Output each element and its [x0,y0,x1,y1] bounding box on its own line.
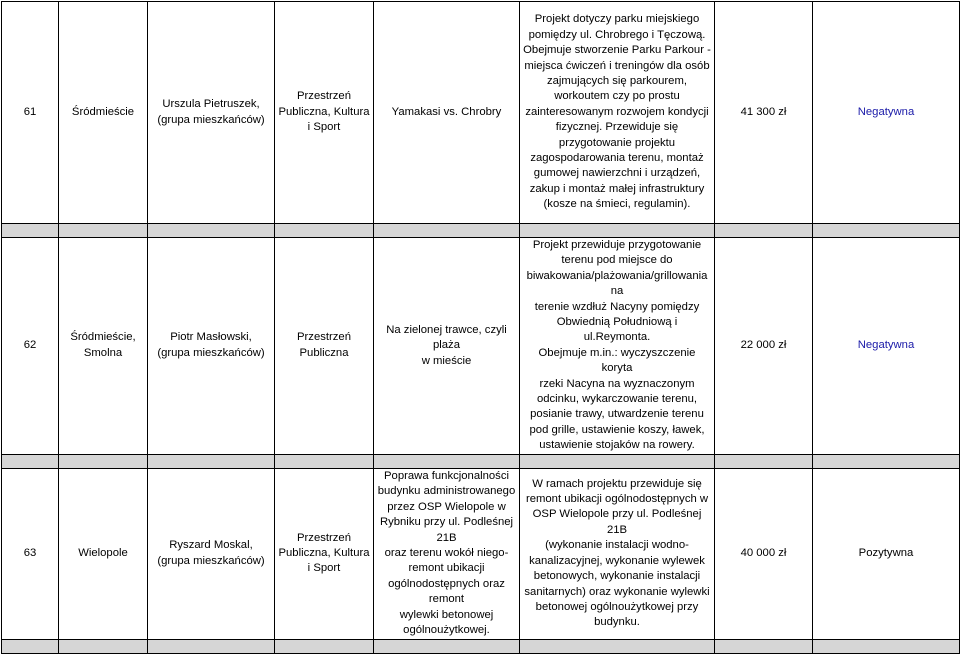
table-row [2,238,960,455]
author-cell: Urszula Pietruszek, (grupa mieszkańców) [148,2,275,224]
table-row [2,468,960,639]
separator-row [2,454,960,468]
separator-row [2,224,960,238]
category-cell: Przestrzeń Publiczna, Kultura i Sport [275,468,374,639]
separator-row [2,639,960,653]
separator-cell [520,224,715,238]
separator-cell [813,454,960,468]
result-cell: Negatywna [813,2,960,224]
separator-cell [275,224,374,238]
result-cell: Pozytywna [813,468,960,639]
description-cell: W ramach projektu przewiduje się remont ubikacji ogólnodostępnych w OSP Wielopole przy ul. Podleśnej 21B (wykonanie instalacji wodno- kanalizacyjnej, wykonanie wylewek betonowych, wykonanie instalacji sanitarnych) oraz wykonanie wylewki betonowej ogólnoużytkowej przy budynku. [520,468,715,639]
title-cell: Yamakasi vs. Chrobry [374,2,520,224]
result-cell: Negatywna [813,238,960,455]
author-cell: Ryszard Moskal, (grupa mieszkańców) [148,468,275,639]
cost-cell: 40 000 zł [715,468,813,639]
separator-cell [520,639,715,653]
separator-cell [374,454,520,468]
project-number: 63 [2,468,59,639]
title-cell: Poprawa funkcjonalności budynku administrowanego przez OSP Wielopole w Rybniku przy ul. Podleśnej 21B oraz terenu wokół niego- remont ubikacji ogólnodostępnych oraz remont wylewki betonowej ogólnoużytkowej. [374,468,520,639]
separator-cell [275,639,374,653]
project-number: 61 [2,2,59,224]
cost-cell: 41 300 zł [715,2,813,224]
separator-cell [2,454,59,468]
separator-cell [813,224,960,238]
district-cell: Śródmieście, Smolna [59,238,148,455]
district-cell: Wielopole [59,468,148,639]
separator-cell [374,639,520,653]
description-cell: Projekt przewiduje przygotowanie terenu pod miejsce do biwakowania/plażowania/grillowania na terenie wzdłuż Nacyny pomiędzy Obwiednią Południową i ul.Reymonta. Obejmuje m.in.: wyczyszczenie koryta rzeki Nacyna na wyznaczonym odcinku, wykarczowanie terenu, posianie trawy, utwardzenie terenu pod grille, ustawienie koszy, ławek, ustawienie stojaków na rowery. [520,238,715,455]
separator-cell [148,639,275,653]
separator-cell [374,224,520,238]
category-cell: Przestrzeń Publiczna, Kultura i Sport [275,2,374,224]
title-cell: Na zielonej trawce, czyli plaża w mieście [374,238,520,455]
cost-cell: 22 000 zł [715,238,813,455]
separator-cell [715,224,813,238]
table-row [2,2,960,224]
category-cell: Przestrzeń Publiczna [275,238,374,455]
district-cell: Śródmieście [59,2,148,224]
separator-cell [2,639,59,653]
description-cell: Projekt dotyczy parku miejskiego pomiędzy ul. Chrobrego i Tęczową. Obejmuje stworzenie Parku Parkour - miejsca ćwiczeń i treningów dla osób zajmujących się parkourem, workoutem czy po prostu zainteresowanym rozwojem kondycji fizycznej. Przewiduje się przygotowanie projektu zagospodarowania terenu, montaż gumowej nawierzchni i urządzeń, zakup i montaż małej infrastruktury (kosze na śmieci, regulamin). [520,2,715,224]
separator-cell [275,454,374,468]
separator-cell [520,454,715,468]
separator-cell [715,639,813,653]
separator-cell [59,639,148,653]
author-cell: Piotr Masłowski, (grupa mieszkańców) [148,238,275,455]
separator-cell [148,224,275,238]
separator-cell [813,639,960,653]
separator-cell [2,224,59,238]
project-number: 62 [2,238,59,455]
separator-cell [148,454,275,468]
separator-cell [59,224,148,238]
separator-cell [59,454,148,468]
separator-cell [715,454,813,468]
projects-table [1,1,960,654]
